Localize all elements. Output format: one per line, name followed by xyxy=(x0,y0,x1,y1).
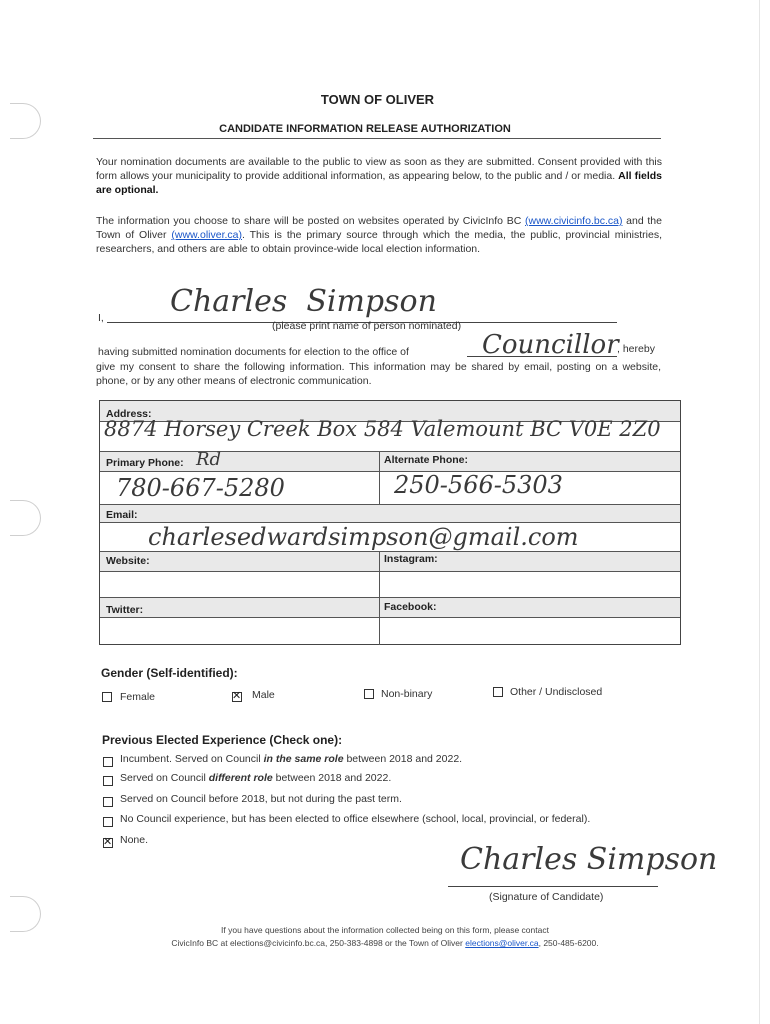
contact-table xyxy=(99,400,681,645)
name-caption: (please print name of person nominated) xyxy=(272,320,462,332)
civicinfo-link[interactable]: (www.civicinfo.bc.ca) xyxy=(525,215,623,227)
footer-line-1: If you have questions about the information collected being on this form, please contact xyxy=(221,925,549,935)
consent-rest: give my consent to share the following information. This information may be shared by email, posting on a website, phone, or by any other means of electronic communication. xyxy=(96,361,661,387)
before-2018-checkbox[interactable] xyxy=(103,797,113,807)
twitter-label: Twitter: xyxy=(106,604,144,616)
different-role-checkbox[interactable] xyxy=(103,776,113,786)
male-checkbox[interactable] xyxy=(232,692,242,702)
other-checkbox[interactable] xyxy=(493,687,503,697)
nonbinary-label: Non-binary xyxy=(381,688,433,700)
before-2018-label: Served on Council before 2018, but not during the past term. xyxy=(120,793,402,805)
intro-p2-c: . This is the primary source through which the media, the public, provincial ministries, researchers, and others are able to obtain province-wide local election information. xyxy=(96,229,663,255)
female-label: Female xyxy=(120,691,156,703)
male-label: Male xyxy=(252,689,275,701)
none-label: None. xyxy=(120,834,149,846)
different-role-label: Served on Council different role between 2018 and 2022. xyxy=(120,772,392,784)
office-suffix: , hereby xyxy=(617,343,655,355)
candidate-name-field[interactable]: Charles Simpson xyxy=(170,284,437,319)
other-label: Other / Undisclosed xyxy=(510,686,603,698)
incumbent-checkbox[interactable] xyxy=(103,757,113,767)
office-field[interactable]: Councillor xyxy=(482,330,619,360)
signature-line xyxy=(448,886,658,887)
email-label: Email: xyxy=(106,509,138,521)
punch-hole xyxy=(10,500,41,536)
signature-caption: (Signature of Candidate) xyxy=(489,891,604,903)
alternate-phone-field[interactable]: 250-566-5303 xyxy=(394,471,563,499)
form-subtitle: CANDIDATE INFORMATION RELEASE AUTHORIZATION xyxy=(219,123,511,135)
intro-p2-b: and the Town of Oliver xyxy=(96,215,662,241)
female-checkbox[interactable] xyxy=(102,692,112,702)
instagram-label: Instagram: xyxy=(384,553,438,565)
nonbinary-checkbox[interactable] xyxy=(364,689,374,699)
page-edge xyxy=(759,0,760,1024)
office-prefix: having submitted nomination documents for election to the office of xyxy=(98,346,409,358)
experience-heading: Previous Elected Experience (Check one): xyxy=(102,733,343,747)
email-field[interactable]: charlesedwardsimpson@gmail.com xyxy=(148,523,579,551)
intro-paragraph-1 xyxy=(96,155,662,197)
alternate-phone-label: Alternate Phone: xyxy=(384,454,469,466)
address-field[interactable]: 8874 Horsey Creek Box 584 Valemount BC V0E 2Z0 xyxy=(104,417,661,441)
address-extra: Rd xyxy=(196,449,222,470)
oliver-link[interactable]: (www.oliver.ca) xyxy=(171,229,242,241)
incumbent-label: Incumbent. Served on Council in the same role between 2018 and 2022. xyxy=(120,753,463,765)
elsewhere-checkbox[interactable] xyxy=(103,817,113,827)
footer-line-2: CivicInfo BC at elections@civicinfo.bc.ca, 250-383-4898 or the Town of Oliver elections@oliver.ca, 250-485-6200. xyxy=(171,938,599,948)
email-label-shade xyxy=(100,504,680,522)
website-label: Website: xyxy=(106,555,150,567)
primary-phone-label: Primary Phone: xyxy=(106,457,184,469)
consent-prefix: I, xyxy=(98,312,104,324)
intro-p1-bold: All fields are optional. xyxy=(96,170,662,196)
gender-heading: Gender (Self-identified): xyxy=(101,666,238,680)
intro-p2-a: The information you choose to share will be posted on websites operated by CivicInfo BC xyxy=(96,215,522,227)
address-label: Address: xyxy=(106,408,152,420)
intro-paragraph-2 xyxy=(96,214,662,256)
facebook-label: Facebook: xyxy=(384,601,437,613)
primary-phone-field[interactable]: 780-667-5280 xyxy=(116,474,285,502)
none-checkbox[interactable] xyxy=(103,838,113,848)
elsewhere-label: No Council experience, but has been elected to office elsewhere (school, local, provincial, or federal). xyxy=(120,813,591,825)
form-title: TOWN OF OLIVER xyxy=(320,92,435,107)
subtitle-rule xyxy=(93,138,661,139)
intro-p1-text: Your nomination documents are available to the public to view as soon as they are submitted. Consent provided with this form allows your municipality to provide additional information, as appearing below, to the public and / or media. xyxy=(96,156,662,182)
oliver-elections-link[interactable]: elections@oliver.ca xyxy=(465,938,539,948)
signature-field[interactable]: Charles Simpson xyxy=(460,842,718,877)
